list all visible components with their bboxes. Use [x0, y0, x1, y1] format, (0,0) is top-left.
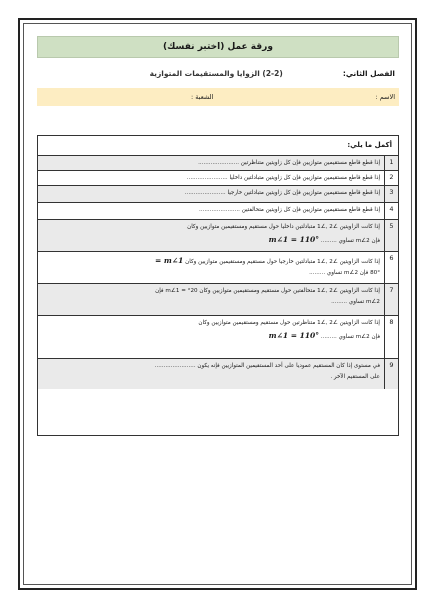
question-number: 9 [384, 359, 398, 389]
question-text[interactable] [38, 284, 384, 315]
worksheet-header [37, 36, 399, 119]
question-row [38, 203, 398, 220]
question-row [38, 156, 398, 171]
question-text[interactable]: إذا قطع قاطع مستقيمين متوازيين فإن كل زاويتين متبادلتين داخليا ....................... [186, 175, 380, 181]
angle-expression: m∠1 = 110° [268, 234, 320, 244]
question-line-2 [42, 329, 380, 343]
question-row [38, 252, 398, 284]
section-label[interactable]: الشعبة : [191, 93, 214, 101]
question-line-1: إذا كانت الزاويتين ∠2 ,∠1 متناظرتين حول مستقيم ومستقيمين متوازيين وكان [198, 320, 380, 326]
question-tail: فإن m∠2 تساوي ......... [320, 237, 380, 244]
angle-expression: m∠1 = 110° [268, 330, 320, 340]
question-row [38, 171, 398, 186]
worksheet-title: ورقة عمل (اختبر نفسك) [37, 36, 399, 58]
question-number: 2 [384, 171, 398, 185]
question-line-2: على المستقيم الآخر . [330, 373, 380, 380]
student-info-row [37, 88, 399, 106]
question-row [38, 359, 398, 389]
question-tail: فإن m∠2 تساوي ......... [320, 333, 380, 340]
question-row [38, 186, 398, 203]
question-line-2: 80° فإن m∠2 تساوي ......... [309, 270, 380, 277]
question-line-2: m∠2 تساوي ......... [331, 298, 380, 305]
question-number: 6 [384, 252, 398, 283]
question-text[interactable]: إذا قطع قاطع مستقيمين متوازيين فإن كل زاويتين متبادلتين خارجيا ....................... [184, 190, 380, 196]
question-text[interactable]: إذا قطع قاطع مستقيمين متوازيين فإن كل زاويتين متناظرتين ....................... [198, 160, 380, 166]
chapter-label: الفصل الثاني: [342, 68, 395, 78]
questions-table [37, 135, 399, 436]
question-number: 8 [384, 316, 398, 358]
question-row [38, 284, 398, 316]
question-line-1: إذا كانت الزاويتين ∠2 ,∠1 متبادلتين داخليا حول مستقيم ومستقيمين متوازيين وكان [187, 224, 380, 230]
lesson-title: (2-2) الزوايا والمستقيمات المتوازية [149, 68, 283, 78]
question-text[interactable] [38, 252, 384, 283]
question-text[interactable] [38, 220, 384, 251]
question-line-1: إذا كانت الزاويتين ∠2 ,∠1 متحالفتين حول مستقيم ومستقيمين متوازيين وكان 20° = m∠1 فإن [155, 288, 380, 294]
question-number: 7 [384, 284, 398, 315]
angle-expression: m∠1 = [155, 256, 184, 265]
question-row [38, 220, 398, 252]
question-text[interactable] [38, 359, 384, 389]
question-number: 1 [384, 156, 398, 170]
question-text[interactable] [38, 316, 384, 358]
chapter-row [37, 58, 399, 88]
intro-heading: أكمل ما يلي: [38, 136, 398, 156]
question-number: 3 [384, 186, 398, 202]
question-number: 4 [384, 203, 398, 219]
question-line-2 [42, 233, 380, 247]
question-number: 5 [384, 220, 398, 251]
question-line-1: في مستوى إذا كان المستقيم عموديا على أحد المستقيمين المتوازيين فإنه يكون ....................... [154, 363, 380, 369]
name-label[interactable]: الاسم : [375, 93, 395, 101]
question-row [38, 316, 398, 359]
question-text[interactable]: إذا قطع قاطع مستقيمين متوازيين فإن كل زاويتين متحالفتين ....................... [199, 207, 380, 213]
question-line-1: إذا كانت الزاويتين ∠2 ,∠1 متبادلتين خارجيا حول مستقيم ومستقيمين متوازيين وكان [185, 259, 380, 265]
